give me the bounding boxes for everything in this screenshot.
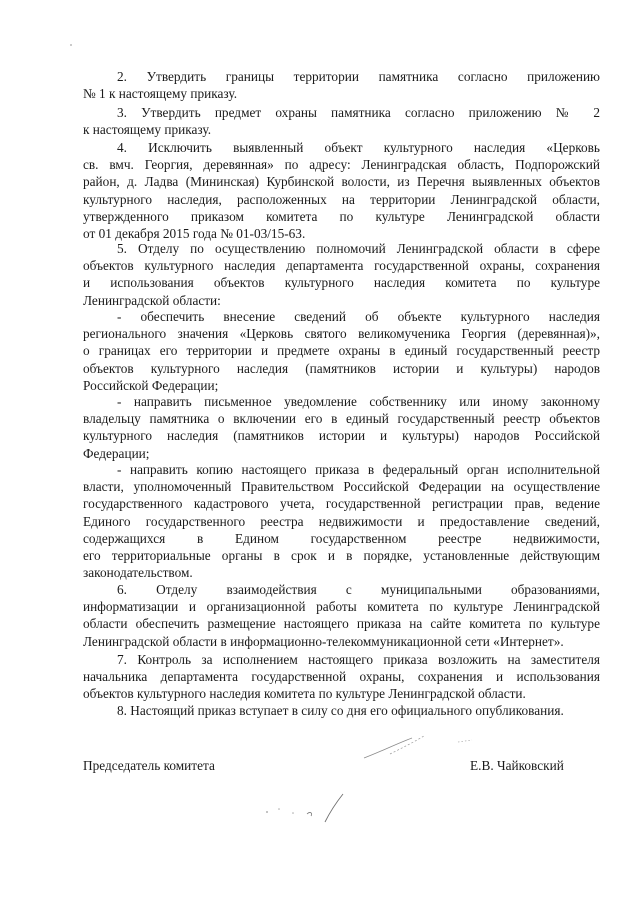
- text-line: объектов культурного наследия (памятников истории и культуры) народов: [83, 360, 600, 376]
- paragraph-item-6: [83, 581, 600, 650]
- text-line: св. вмч. Георгия, деревянная» по адресу: Ленинградская область, Подпорожский: [83, 157, 600, 173]
- text-line: - обеспечить внесение сведений об объекте культурного наследия: [117, 309, 600, 324]
- text-line: район, д. Ладва (Мининская) Курбинской волости, из Перечня выявленных объектов: [83, 174, 600, 190]
- text-line: о границах его территории и предмете охраны в единый государственный реестр: [83, 343, 600, 359]
- text-line: культурного наследия (памятников истории и культуры) народов Российской: [83, 428, 600, 444]
- text-line: - направить письменное уведомление собственнику или иному законному: [117, 394, 600, 409]
- text-line: 3. Утвердить предмет охраны памятника согласно приложению № 2: [117, 105, 600, 120]
- signature-mark: [255, 788, 365, 828]
- text-line: Ленинградской области:: [83, 292, 221, 308]
- text-line: регионального значения «Церковь святого великомученика Георгия (деревянная)»,: [83, 326, 600, 342]
- paragraph-item-3: [83, 104, 600, 138]
- paragraph-item-2: [83, 68, 600, 102]
- text-line: области обеспечить размещение настоящего приказа на сайте комитета по культуре: [83, 616, 600, 632]
- text-line: 4. Исключить выявленный объект культурного наследия «Церковь: [117, 140, 600, 155]
- text-line: № 1 к настоящему приказу.: [83, 86, 238, 102]
- text-line: Федерации;: [83, 445, 150, 461]
- text-line: законодательством.: [83, 565, 193, 581]
- text-line: объектов культурного наследия комитета по культуре Ленинградской области.: [83, 686, 526, 702]
- signature-strokes: [360, 728, 480, 768]
- paragraph-item-4: [83, 139, 600, 242]
- text-line: Российской Федерации;: [83, 377, 219, 393]
- text-line: содержащихся в Едином государственном реестре недвижимости,: [83, 530, 600, 546]
- text-line: владельцу памятника о включении его в единый государственный реестр объектов: [83, 411, 600, 427]
- bullet-register-entry: [83, 308, 600, 394]
- text-line: государственного кадастрового учета, государственной регистрации прав, ведение: [83, 496, 600, 512]
- signatory-name: Е.В. Чайковский: [470, 758, 564, 773]
- bullet-federal-copy: [83, 461, 600, 581]
- text-line: Ленинградской области в информационно-телекоммуникационной сети «Интернет».: [83, 633, 564, 649]
- text-line: к настоящему приказу.: [83, 122, 212, 138]
- text-line: объектов культурного наследия департамента государственной охраны, сохранения: [83, 258, 600, 274]
- paragraph-item-5: [83, 240, 600, 309]
- bullet-owner-notice: [83, 393, 600, 462]
- scan-speck: [70, 44, 72, 46]
- text-line: 2. Утвердить границы территории памятника согласно приложению: [117, 69, 600, 84]
- text-line: власти, уполномоченный Правительством Российской Федерации на осуществление: [83, 479, 600, 495]
- text-line: - направить копию настоящего приказа в федеральный орган исполнительной: [117, 462, 600, 477]
- text-line: и использования объектов культурного наследия комитета по культуре: [83, 275, 600, 291]
- signatory-position: Председатель комитета: [83, 758, 215, 773]
- text-line: 7. Контроль за исполнением настоящего приказа возложить на заместителя: [117, 652, 600, 667]
- text-line: 8. Настоящий приказ вступает в силу со дня его официального опубликования.: [117, 703, 564, 718]
- text-line: информатизации и организационной работы комитета по культуре Ленинградской: [83, 599, 600, 615]
- text-line: 6. Отделу взаимодействия с муниципальными образованиями,: [117, 582, 600, 597]
- paragraph-item-8: [83, 702, 600, 719]
- text-line: его территориальные органы в срок и в порядке, установленные действующим: [83, 547, 600, 563]
- text-line: начальника департамента государственной охраны, сохранения и использования: [83, 669, 600, 685]
- paragraph-item-7: [83, 651, 600, 703]
- text-line: Единого государственного реестра недвижимости и предоставление сведений,: [83, 513, 600, 529]
- text-line: утвержденного приказом комитета по культуре Ленинградской области: [83, 208, 600, 224]
- text-line: 5. Отделу по осуществлению полномочий Ленинградской области в сфере: [117, 241, 600, 256]
- text-line: культурного наследия, расположенных на территории Ленинградской области,: [83, 191, 600, 207]
- text-line: от 01 декабря 2015 года № 01-03/15-63.: [83, 225, 306, 241]
